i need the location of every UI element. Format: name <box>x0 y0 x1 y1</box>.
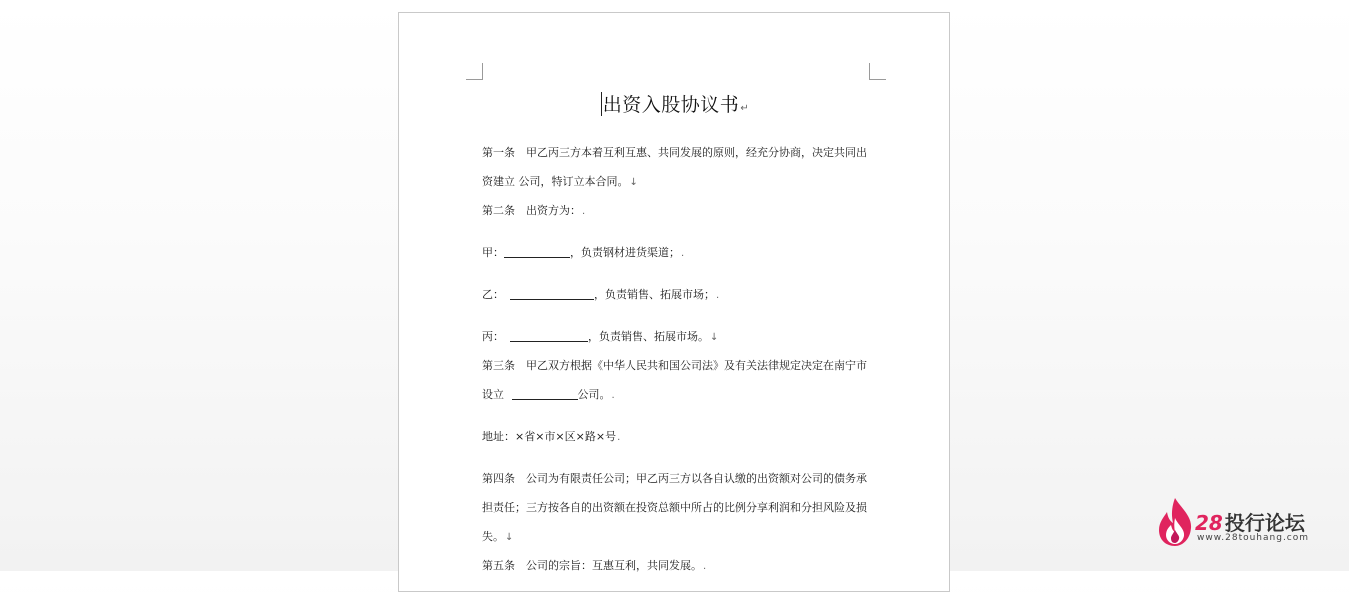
article-1-line-1[interactable]: 第一条 甲乙丙三方本着互利互惠、共同发展的原则，经充分协商，决定共同出 <box>482 146 867 159</box>
paragraph-mark-icon: ↵ <box>740 103 750 114</box>
party-c-line[interactable]: 丙： ，负责销售、拓展市场。↓ <box>482 330 719 343</box>
party-a-blank[interactable] <box>504 247 570 258</box>
paragraph-mark-icon: . <box>611 390 615 401</box>
crop-mark-top-left <box>466 63 483 80</box>
party-c-blank[interactable] <box>510 331 588 342</box>
text-cursor <box>601 92 602 116</box>
crop-mark-top-right <box>869 63 886 80</box>
site-logo[interactable] <box>1156 496 1326 548</box>
article-4-line-1[interactable]: 第四条 公司为有限责任公司；甲乙丙三方以各自认缴的出资额对公司的债务承 <box>482 472 867 485</box>
logo-url: www.28touhang.com <box>1197 533 1310 543</box>
paragraph-mark-icon: . <box>703 561 707 572</box>
logo-wordmark: 28 投行论坛 <box>1195 511 1305 535</box>
article-1-line-2[interactable]: 资建立 公司，特订立本合同。↓ <box>482 175 638 188</box>
party-b-blank[interactable] <box>510 289 594 300</box>
article-3-line-2[interactable]: 设立 公司。. <box>482 388 615 401</box>
document-title[interactable] <box>399 90 951 117</box>
company-name-blank[interactable] <box>512 389 578 400</box>
paragraph-mark-icon: . <box>582 206 586 217</box>
line-break-icon: ↓ <box>629 177 638 188</box>
party-b-line[interactable]: 乙： ，负责销售、拓展市场；. <box>482 288 720 301</box>
article-2-heading[interactable]: 第二条 出资方为：. <box>482 204 586 217</box>
article-5-line-1[interactable]: 第五条 公司的宗旨：互惠互利，共同发展。. <box>482 559 707 572</box>
line-break-icon: ↓ <box>505 532 514 543</box>
line-break-icon: ↓ <box>710 332 719 343</box>
document-page[interactable] <box>398 12 950 592</box>
party-a-line[interactable]: 甲： ，负责钢材进货渠道；. <box>482 246 685 259</box>
document-title-text: 出资入股协议书 <box>602 94 740 116</box>
paragraph-mark-icon: . <box>617 432 621 443</box>
article-3-line-1[interactable]: 第三条 甲乙双方根据《中华人民共和国公司法》及有关法律规定决定在南宁市 <box>482 359 867 372</box>
article-4-line-3[interactable]: 失。↓ <box>482 530 514 543</box>
paragraph-mark-icon: . <box>681 248 685 259</box>
article-4-line-2[interactable]: 担责任；三方按各自的出资额在投资总额中所占的比例分享利润和分担风险及损 <box>482 501 867 514</box>
address-line[interactable]: 地址：×省×市×区×路×号. <box>482 430 621 443</box>
paragraph-mark-icon: . <box>716 290 720 301</box>
flame-icon <box>1156 496 1194 548</box>
